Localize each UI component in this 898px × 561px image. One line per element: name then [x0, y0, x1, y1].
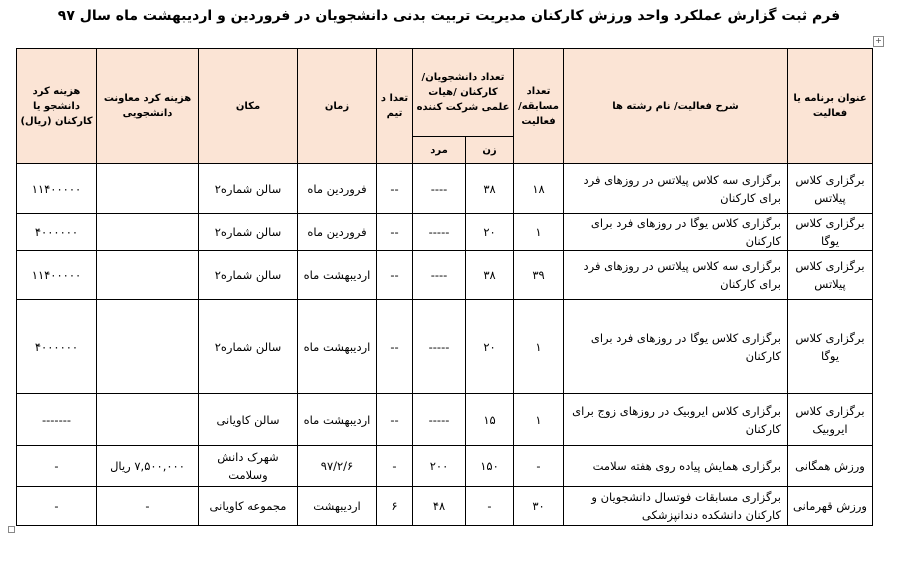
description-cell: برگزاری کلاس یوگا در روزهای فرد برای کارکنان: [564, 300, 788, 394]
header-description: شرح فعالیت/ نام رشته ها: [564, 49, 788, 164]
vice-cost-cell: ۷,۵۰۰,۰۰۰ ریال: [97, 446, 199, 487]
count-cell: ۱: [514, 394, 564, 446]
teams-cell: --: [377, 214, 413, 251]
table-move-handle[interactable]: +: [873, 36, 884, 47]
table-row: [17, 214, 873, 251]
time-cell: اردیبهشت ماه: [298, 394, 377, 446]
vice-cost-cell: [97, 300, 199, 394]
description-cell: برگزاری سه کلاس پیلاتس در روزهای فرد برای کارکنان: [564, 164, 788, 214]
page-title: فرم ثبت گزارش عملکرد واحد ورزش کارکنان مدیریت تربیت بدنی دانشجویان در فروردین و اردیبهشت ماه سال ۹۷: [57, 8, 841, 24]
women-cell: -: [466, 487, 514, 526]
header-program-title: عنوان برنامه یا فعالیت: [788, 49, 873, 164]
men-cell: ----: [413, 251, 466, 300]
header-men: مرد: [413, 137, 466, 164]
program-cell: ورزش قهرمانی: [788, 487, 873, 526]
vice-cost-cell: [97, 251, 199, 300]
men-cell: -----: [413, 394, 466, 446]
table-row: [17, 300, 873, 394]
description-cell: برگزاری کلاس ایروبیک در روزهای زوج برای کارکنان: [564, 394, 788, 446]
cost-cell: ۴۰۰۰۰۰۰: [17, 300, 97, 394]
women-cell: ۲۰: [466, 214, 514, 251]
header-teams: تعدا د تیم: [377, 49, 413, 164]
count-cell: ۱۸: [514, 164, 564, 214]
time-cell: اردیبهشت: [298, 487, 377, 526]
description-cell: برگزاری همایش پیاده روی هفته سلامت: [564, 446, 788, 487]
men-cell: ۲۰۰: [413, 446, 466, 487]
teams-cell: --: [377, 394, 413, 446]
table-row: [17, 487, 873, 526]
cost-cell: ۱۱۴۰۰۰۰۰: [17, 251, 97, 300]
table-row: [17, 164, 873, 214]
program-cell: برگزاری کلاس ایروبیک: [788, 394, 873, 446]
time-cell: اردیبهشت ماه: [298, 300, 377, 394]
women-cell: ۳۸: [466, 251, 514, 300]
teams-cell: ۶: [377, 487, 413, 526]
program-cell: برگزاری کلاس پیلاتس: [788, 164, 873, 214]
place-cell: سالن کاویانی: [199, 394, 298, 446]
table-row: [17, 394, 873, 446]
women-cell: ۱۵۰: [466, 446, 514, 487]
time-cell: اردیبهشت ماه: [298, 251, 377, 300]
teams-cell: --: [377, 300, 413, 394]
report-table: [16, 48, 873, 526]
cost-cell: -------: [17, 394, 97, 446]
header-vice-cost: هزینه کرد معاونت دانشجویی: [97, 49, 199, 164]
place-cell: شهرک دانش وسلامت: [199, 446, 298, 487]
cost-cell: -: [17, 446, 97, 487]
teams-cell: --: [377, 251, 413, 300]
vice-cost-cell: -: [97, 487, 199, 526]
teams-cell: --: [377, 164, 413, 214]
place-cell: سالن شماره۲: [199, 300, 298, 394]
place-cell: سالن شماره۲: [199, 214, 298, 251]
place-cell: مجموعه کاویانی: [199, 487, 298, 526]
teams-cell: -: [377, 446, 413, 487]
program-cell: برگزاری کلاس پیلاتس: [788, 251, 873, 300]
vice-cost-cell: [97, 394, 199, 446]
place-cell: سالن شماره۲: [199, 164, 298, 214]
men-cell: ۴۸: [413, 487, 466, 526]
cost-cell: ۱۱۴۰۰۰۰۰: [17, 164, 97, 214]
count-cell: ۱: [514, 214, 564, 251]
vice-cost-cell: [97, 214, 199, 251]
time-cell: فروردین ماه: [298, 164, 377, 214]
description-cell: برگزاری مسابقات فوتسال دانشجویان و کارکنان دانشکده دندانپزشکی: [564, 487, 788, 526]
time-cell: ۹۷/۲/۶: [298, 446, 377, 487]
header-count: تعداد مسابقه/ فعالیت: [514, 49, 564, 164]
program-cell: برگزاری کلاس یوگا: [788, 300, 873, 394]
description-cell: برگزاری سه کلاس پیلاتس در روزهای فرد برای کارکنان: [564, 251, 788, 300]
place-cell: سالن شماره۲: [199, 251, 298, 300]
count-cell: ۳۰: [514, 487, 564, 526]
men-cell: ----: [413, 164, 466, 214]
description-cell: برگزاری کلاس یوگا در روزهای فرد برای کارکنان: [564, 214, 788, 251]
count-cell: -: [514, 446, 564, 487]
time-cell: فروردین ماه: [298, 214, 377, 251]
header-women: زن: [466, 137, 514, 164]
vice-cost-cell: [97, 164, 199, 214]
cost-cell: -: [17, 487, 97, 526]
table-row: [17, 446, 873, 487]
cost-cell: ۴۰۰۰۰۰۰: [17, 214, 97, 251]
header-cost: هزینه کرد دانشجو یا کارکنان (ریال): [17, 49, 97, 164]
header-time: زمان: [298, 49, 377, 164]
count-cell: ۱: [514, 300, 564, 394]
header-place: مکان: [199, 49, 298, 164]
men-cell: -----: [413, 300, 466, 394]
header-participants: تعداد دانشجویان/ کارکنان /هیات علمی شرکت کننده: [413, 49, 514, 137]
women-cell: ۲۰: [466, 300, 514, 394]
women-cell: ۳۸: [466, 164, 514, 214]
program-cell: ورزش همگانی: [788, 446, 873, 487]
women-cell: ۱۵: [466, 394, 514, 446]
table-resize-handle[interactable]: [8, 526, 15, 533]
program-cell: برگزاری کلاس یوگا: [788, 214, 873, 251]
table-row: [17, 251, 873, 300]
men-cell: -----: [413, 214, 466, 251]
count-cell: ۳۹: [514, 251, 564, 300]
